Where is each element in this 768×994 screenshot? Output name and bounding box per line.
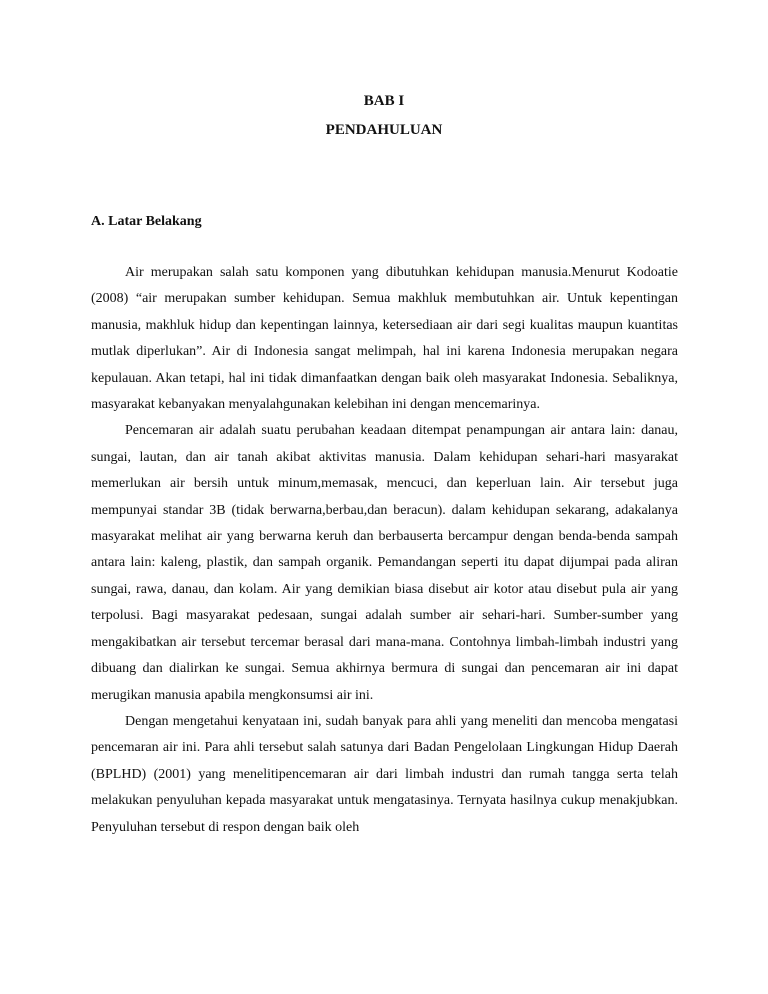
chapter-title: PENDAHULUAN bbox=[325, 122, 443, 138]
paragraph: Air merupakan salah satu komponen yang dibutuhkan kehidupan manusia.Menurut Kodoatie (2008) “air merupakan sumber kehidupan. Semua makhluk membutuhkan air. Untuk kepentingan manusia, makhluk hidup dan kepentingan lainnya, ketersediaan air dari segi kualitas maupun kuantitas mutlak diperlukan”. Air di Indonesia sangat melimpah, hal ini karena Indonesia merupakan negara kepulauan. Akan tetapi, hal ini tidak dimanfaatkan dengan baik oleh masyarakat Indonesia. Sebaliknya, masyarakat kebanyakan menyalahgunakan kelebihan ini dengan mencemarinya. bbox=[91, 265, 678, 413]
section-heading: A. Latar Belakang bbox=[91, 214, 202, 229]
paragraph: Dengan mengetahui kenyataan ini, sudah banyak para ahli yang meneliti dan mencoba mengatasi pencemaran air ini. Para ahli tersebut salah satunya dari Badan Pengelolaan Lingkungan Hidup Daerah (BPLHD) (2001) yang menelitipencemaran air dari limbah industri dan rumah tangga serta telah melakukan penyuluhan kepada masyarakat untuk mengatasinya. Ternyata hasilnya cukup menakjubkan. Penyuluhan tersebut di respon dengan baik oleh bbox=[91, 713, 678, 835]
chapter-number: BAB I bbox=[363, 93, 405, 109]
body-text bbox=[91, 260, 678, 841]
paragraph: Pencemaran air adalah suatu perubahan keadaan ditempat penampungan air antara lain: danau, sungai, lautan, dan air tanah akibat aktivitas manusia. Dalam kehidupan sehari-hari masyarakat memerlukan air bersih untuk minum,memasak, mencuci, dan keperluan lain. Air tersebut juga mempunyai standar 3B (tidak berwarna,berbau,dan beracun). dalam kehidupan sekarang, adakalanya masyarakat melihat air yang berwarna keruh dan berbauserta bercampur dengan benda-benda sampah antara lain: kaleng, plastik, dan sampah organik. Pemandangan seperti itu dapat dijumpai pada aliran sungai, rawa, danau, dan kolam. Air yang demikian biasa disebut air kotor atau disebut pula air yang terpolusi. Bagi masyarakat pedesaan, sungai adalah sumber air sehari-hari. Sumber-sumber yang mengakibatkan air tersebut tercemar berasal dari mana-mana. Contohnya limbah-limbah industri yang dibuang dan dialirkan ke sungai. Semua akhirnya bermura di sungai dan pencemaran air ini dapat merugikan manusia apabila mengkonsumsi air ini. bbox=[91, 423, 678, 703]
